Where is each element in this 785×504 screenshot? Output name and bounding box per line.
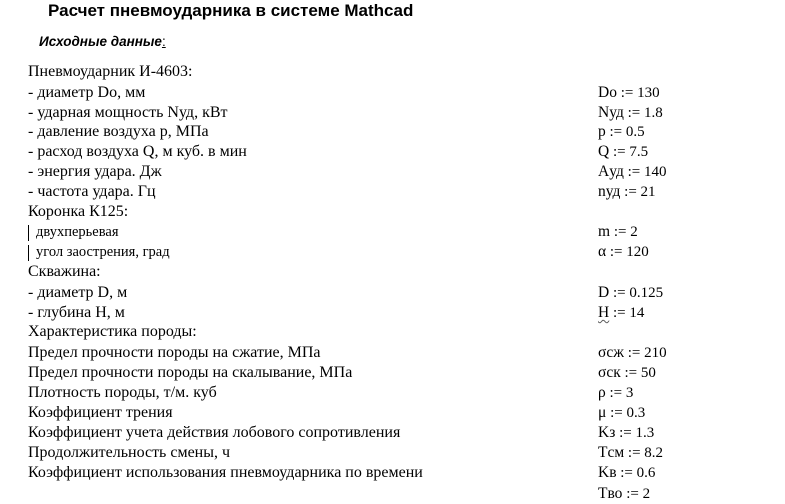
list-bullet-bar: [28, 225, 29, 241]
row-label: - расход воздуха Q, м куб. в мин: [28, 143, 247, 160]
variable-name: Aуд: [598, 163, 624, 180]
param-row-diameter-do[interactable]: [0, 83, 785, 103]
variable-name: D: [598, 284, 610, 301]
assigned-value: := 3: [605, 385, 634, 401]
row-label: - диаметр Do, мм: [28, 84, 146, 101]
row-label: Плотность породы, т/м. куб: [28, 384, 217, 401]
row-label: Коэффициент учета действия лобового сопротивления: [28, 424, 401, 441]
assigned-value: := 0.3: [606, 405, 646, 421]
param-row-borehole-diameter[interactable]: [0, 283, 785, 303]
variable-name: σсж: [598, 344, 624, 361]
row-label: угол заострения, град: [36, 244, 170, 260]
row-label: двухперьевая: [36, 224, 119, 240]
mathcad-assignment[interactable]: [598, 383, 633, 403]
variable-name: nуд: [598, 183, 621, 200]
assigned-value: := 2: [610, 224, 638, 240]
mathcad-assignment[interactable]: [598, 403, 645, 423]
mathcad-assignment[interactable]: [598, 83, 660, 103]
mathcad-assignment[interactable]: [598, 423, 654, 443]
variable-name: Kв: [598, 464, 617, 481]
section-heading-text: Исходные данные: [39, 34, 162, 49]
row-label: Характеристика породы:: [28, 323, 197, 340]
assigned-value: := 50: [620, 365, 656, 381]
group-header-borehole: [0, 262, 785, 282]
group-header-bit: [0, 202, 785, 222]
row-label: Предел прочности породы на сжатие, МПа: [28, 344, 321, 361]
mathcad-assignment[interactable]: [598, 182, 656, 202]
assigned-value: := 0.125: [609, 285, 664, 301]
assigned-value: := 140: [623, 164, 667, 180]
variable-name: Tво: [598, 485, 623, 502]
variable-name: H: [598, 304, 610, 321]
assigned-value: := 210: [623, 345, 667, 361]
assigned-value: := 2: [622, 486, 651, 502]
mathcad-assignment[interactable]: [598, 103, 663, 123]
assigned-value: := 7.5: [609, 144, 649, 160]
param-row-usage-coefficient[interactable]: [0, 463, 785, 483]
mathcad-assignment[interactable]: [598, 463, 655, 483]
param-row-tvo[interactable]: [0, 484, 785, 504]
mathcad-assignment[interactable]: [598, 162, 667, 182]
mathcad-assignment[interactable]: [598, 242, 649, 262]
assigned-value: := 0.5: [605, 124, 645, 140]
assigned-value: := 1.3: [615, 425, 655, 441]
mathcad-assignment[interactable]: [598, 283, 663, 303]
mathcad-assignment[interactable]: [598, 343, 667, 363]
assigned-value: := 1.8: [623, 105, 663, 121]
row-label: - ударная мощность Nуд, кВт: [28, 104, 228, 121]
row-label: Предел прочности породы на скалывание, МПа: [28, 364, 353, 381]
assigned-value: := 8.2: [624, 445, 664, 461]
param-row-shear-strength[interactable]: [0, 363, 785, 383]
row-label: - глубина H, м: [28, 304, 125, 321]
row-label: Коэффициент трения: [28, 404, 173, 421]
row-label: Пневмоударник И-4603:: [28, 63, 193, 80]
page-title: Расчет пневмоударника в системе Mathcad: [48, 1, 414, 20]
param-row-sharpening-angle[interactable]: [0, 242, 785, 262]
variable-name: ρ: [598, 384, 606, 401]
variable-name: Nуд: [598, 104, 624, 121]
variable-name: Kз: [598, 424, 616, 441]
mathcad-assignment[interactable]: [598, 363, 656, 383]
variable-name: μ: [598, 404, 607, 421]
variable-name: σск: [598, 364, 621, 381]
param-row-borehole-depth[interactable]: [0, 303, 785, 323]
param-row-compressive-strength[interactable]: [0, 343, 785, 363]
mathcad-assignment[interactable]: [598, 142, 648, 162]
variable-name: α: [598, 243, 607, 260]
row-label: - энергия удара. Дж: [28, 163, 162, 180]
param-row-frontal-resistance[interactable]: [0, 423, 785, 443]
param-row-power[interactable]: [0, 103, 785, 123]
variable-name: Q: [598, 143, 610, 160]
param-row-impact-energy[interactable]: [0, 162, 785, 182]
param-row-rock-density[interactable]: [0, 383, 785, 403]
row-label: Коронка К125:: [28, 203, 129, 220]
row-label: - диаметр D, м: [28, 284, 128, 301]
param-row-shift-duration[interactable]: [0, 443, 785, 463]
row-label: Продолжительность смены, ч: [28, 444, 231, 461]
param-row-bit-wings[interactable]: [0, 222, 785, 242]
row-label: Скважина:: [28, 263, 101, 280]
param-row-friction[interactable]: [0, 403, 785, 423]
row-label: - частота удара. Гц: [28, 183, 156, 200]
group-header-rock: [0, 322, 785, 342]
assigned-value: := 14: [609, 305, 645, 321]
section-heading-colon: :: [161, 34, 166, 49]
mathcad-assignment[interactable]: [598, 303, 644, 323]
mathcad-assignment[interactable]: [598, 484, 650, 504]
assigned-value: := 21: [620, 184, 656, 200]
param-row-impact-frequency[interactable]: [0, 182, 785, 202]
variable-name: p: [598, 123, 606, 140]
assigned-value: := 130: [616, 85, 660, 101]
row-label: - давление воздуха p, МПа: [28, 123, 209, 140]
variable-name: Tсм: [598, 444, 625, 461]
mathcad-assignment[interactable]: [598, 222, 638, 242]
list-bullet-bar: [28, 245, 29, 261]
mathcad-assignment[interactable]: [598, 443, 663, 463]
variable-name: Do: [598, 84, 617, 101]
row-label: Коэффициент использования пневмоударника по времени: [28, 464, 423, 481]
variable-name: m: [598, 223, 611, 240]
assigned-value: := 0.6: [616, 465, 656, 481]
mathcad-assignment[interactable]: [598, 122, 645, 142]
param-row-pressure[interactable]: [0, 122, 785, 142]
group-header-hammer: [0, 62, 785, 82]
param-row-air-flow[interactable]: [0, 142, 785, 162]
assigned-value: := 120: [606, 244, 649, 260]
section-heading: [39, 34, 166, 49]
